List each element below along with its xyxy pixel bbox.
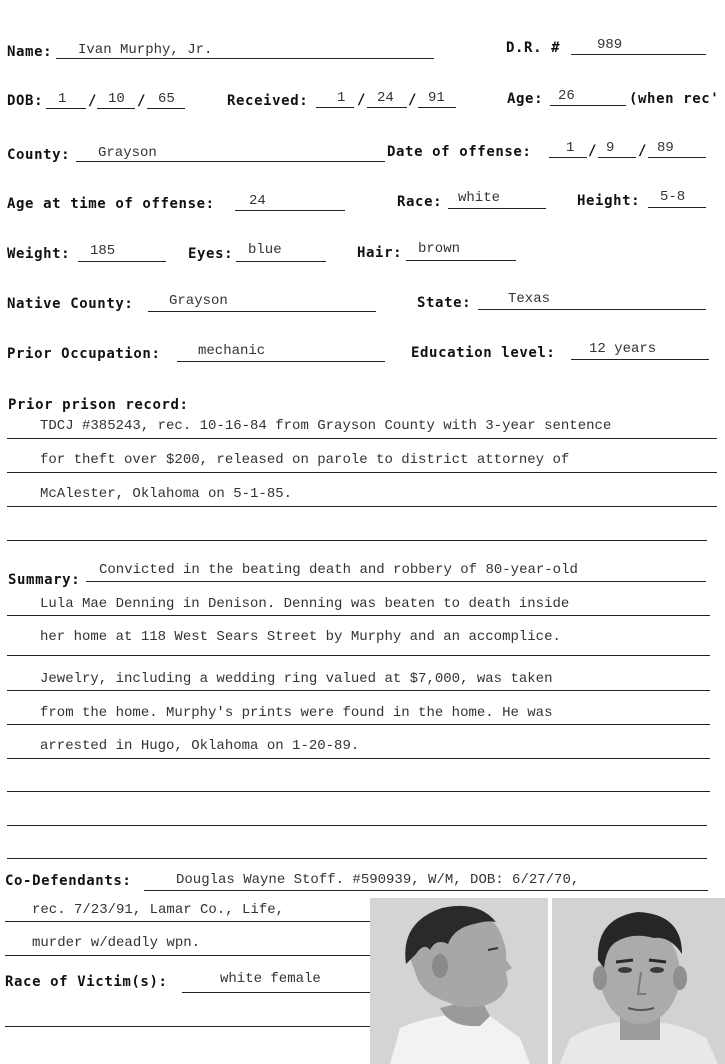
weight-label: Weight: xyxy=(7,246,71,262)
dr-value: 989 xyxy=(597,37,623,53)
offense-day: 9 xyxy=(606,140,615,156)
eyes-label: Eyes: xyxy=(188,246,234,262)
age-offense-value: 24 xyxy=(249,193,266,209)
summary-label: Summary: xyxy=(8,572,81,588)
dob-year: 65 xyxy=(158,91,175,107)
summary-line-2: Lula Mae Denning in Denison. Denning was beaten to death inside xyxy=(40,596,570,612)
height-line xyxy=(648,207,706,208)
age-offense-line xyxy=(235,210,345,211)
summary-line-4: Jewelry, including a wedding ring valued at $7,000, was taken xyxy=(40,671,553,687)
prior-record-line-3: McAlester, Oklahoma on 5-1-85. xyxy=(40,486,293,502)
height-label: Height: xyxy=(577,193,641,209)
age-offense-label: Age at time of offense: xyxy=(7,196,215,212)
received-day: 24 xyxy=(377,90,394,106)
occupation-line xyxy=(177,361,385,362)
offense-month: 1 xyxy=(566,140,575,156)
received-month: 1 xyxy=(337,90,346,106)
received-label: Received: xyxy=(227,93,309,109)
summary-line-1: Convicted in the beating death and robbery of 80-year-old xyxy=(99,562,578,578)
victim-race-label: Race of Victim(s): xyxy=(5,974,168,990)
offense-month-line xyxy=(549,157,587,158)
hair-label: Hair: xyxy=(357,245,403,261)
occupation-label: Prior Occupation: xyxy=(7,346,161,362)
inmate-record-form: Name: Ivan Murphy, Jr. D.R. # 989 DOB: 1 / 10 / 65 Received: 1 / 24 / 91 Age: 26 (when rec' County: Grayson Date of offense: 1 / 9 / 89 Age at time of offense: 24 Race: white Height: 5-8 Weight: 185 Eyes: blue Hair: brown Native County: Grayson State: Texas Prior Occupation: mechanic Education level: 12 years Prior prison record: TDCJ #385243, rec. 10-16-84 from Grayson County with 3-year sentence for theft over $200, released on parole to district attorney of McAlester, Oklahoma on 5-1-85. Summary: Convicted in the beating death and robbery of 80-year-old Lula Mae Denning in Denison. Denning was beaten to death inside her home at 118 West Sears Street by Murphy and an accomplice. Jewelry, including a wedding ring valued at $7,000, was taken from the home. Murphy's prints were found in the home. He was arrested in Hugo, Oklahoma on 1-20-89. Co-Defendants: Douglas Wayne Stoff. #590939, W/M, DOB: 6/27/70, rec. 7/23/91, Lamar Co., Life, murder w/deadly wpn. Race of Victim(s): white female xyxy=(0,0,725,1064)
race-value: white xyxy=(458,190,501,206)
summary-line-6: arrested in Hugo, Oklahoma on 1-20-89. xyxy=(40,738,360,754)
received-day-line xyxy=(367,107,407,108)
education-value: 12 years xyxy=(589,341,657,357)
dob-month: 1 xyxy=(58,91,67,107)
age-note: (when rec' xyxy=(629,91,720,107)
state-label: State: xyxy=(417,295,472,311)
dr-line xyxy=(571,54,706,55)
weight-line xyxy=(78,261,166,262)
prior-record-line-2: for theft over $200, released on parole to district attorney of xyxy=(40,452,570,468)
native-county-line xyxy=(148,311,376,312)
hair-line xyxy=(406,260,516,261)
native-county-value: Grayson xyxy=(169,293,228,309)
county-line xyxy=(76,161,385,162)
age-label: Age: xyxy=(507,91,544,107)
dob-year-line xyxy=(147,108,185,109)
dr-label: D.R. # xyxy=(506,40,561,56)
eyes-line xyxy=(236,261,326,262)
offense-year-line xyxy=(648,157,706,158)
eyes-value: blue xyxy=(248,242,282,258)
dob-month-line xyxy=(46,108,86,109)
received-year-line xyxy=(418,107,456,108)
state-value: Texas xyxy=(508,291,551,307)
codefendants-label: Co-Defendants: xyxy=(5,873,132,889)
offense-date-label: Date of offense: xyxy=(387,144,532,160)
summary-line-5: from the home. Murphy's prints were found in the home. He was xyxy=(40,705,553,721)
offense-year: 89 xyxy=(657,140,674,156)
hair-value: brown xyxy=(418,241,461,257)
native-county-label: Native County: xyxy=(7,296,134,312)
height-value: 5-8 xyxy=(660,189,686,205)
dob-label: DOB: xyxy=(7,93,44,109)
codefendant-line-1: Douglas Wayne Stoff. #590939, W/M, DOB: 6/27/70, xyxy=(176,872,580,888)
prior-record-label: Prior prison record: xyxy=(8,397,189,413)
name-label: Name: xyxy=(7,44,53,60)
age-value: 26 xyxy=(558,88,575,104)
county-label: County: xyxy=(7,147,71,163)
race-label: Race: xyxy=(397,194,443,210)
county-value: Grayson xyxy=(98,145,157,161)
victim-race-value: white female xyxy=(220,971,321,987)
summary-line-3: her home at 118 West Sears Street by Murphy and an accomplice. xyxy=(40,629,561,645)
received-year: 91 xyxy=(428,90,445,106)
name-line xyxy=(56,58,434,59)
state-line xyxy=(478,309,706,310)
dob-day-line xyxy=(97,108,135,109)
codefendant-line-2: rec. 7/23/91, Lamar Co., Life, xyxy=(32,902,285,918)
education-label: Education level: xyxy=(411,345,556,361)
age-line xyxy=(550,105,626,106)
race-line xyxy=(448,208,546,209)
prior-record-line-1: TDCJ #385243, rec. 10-16-84 from Grayson County with 3-year sentence xyxy=(40,418,612,434)
codefendant-line-3: murder w/deadly wpn. xyxy=(32,935,201,951)
education-line xyxy=(571,359,709,360)
inmate-mugshot-photo xyxy=(370,898,725,1064)
weight-value: 185 xyxy=(90,243,116,259)
received-month-line xyxy=(316,107,354,108)
offense-day-line xyxy=(598,157,636,158)
occupation-value: mechanic xyxy=(198,343,266,359)
name-value: Ivan Murphy, Jr. xyxy=(78,42,213,58)
